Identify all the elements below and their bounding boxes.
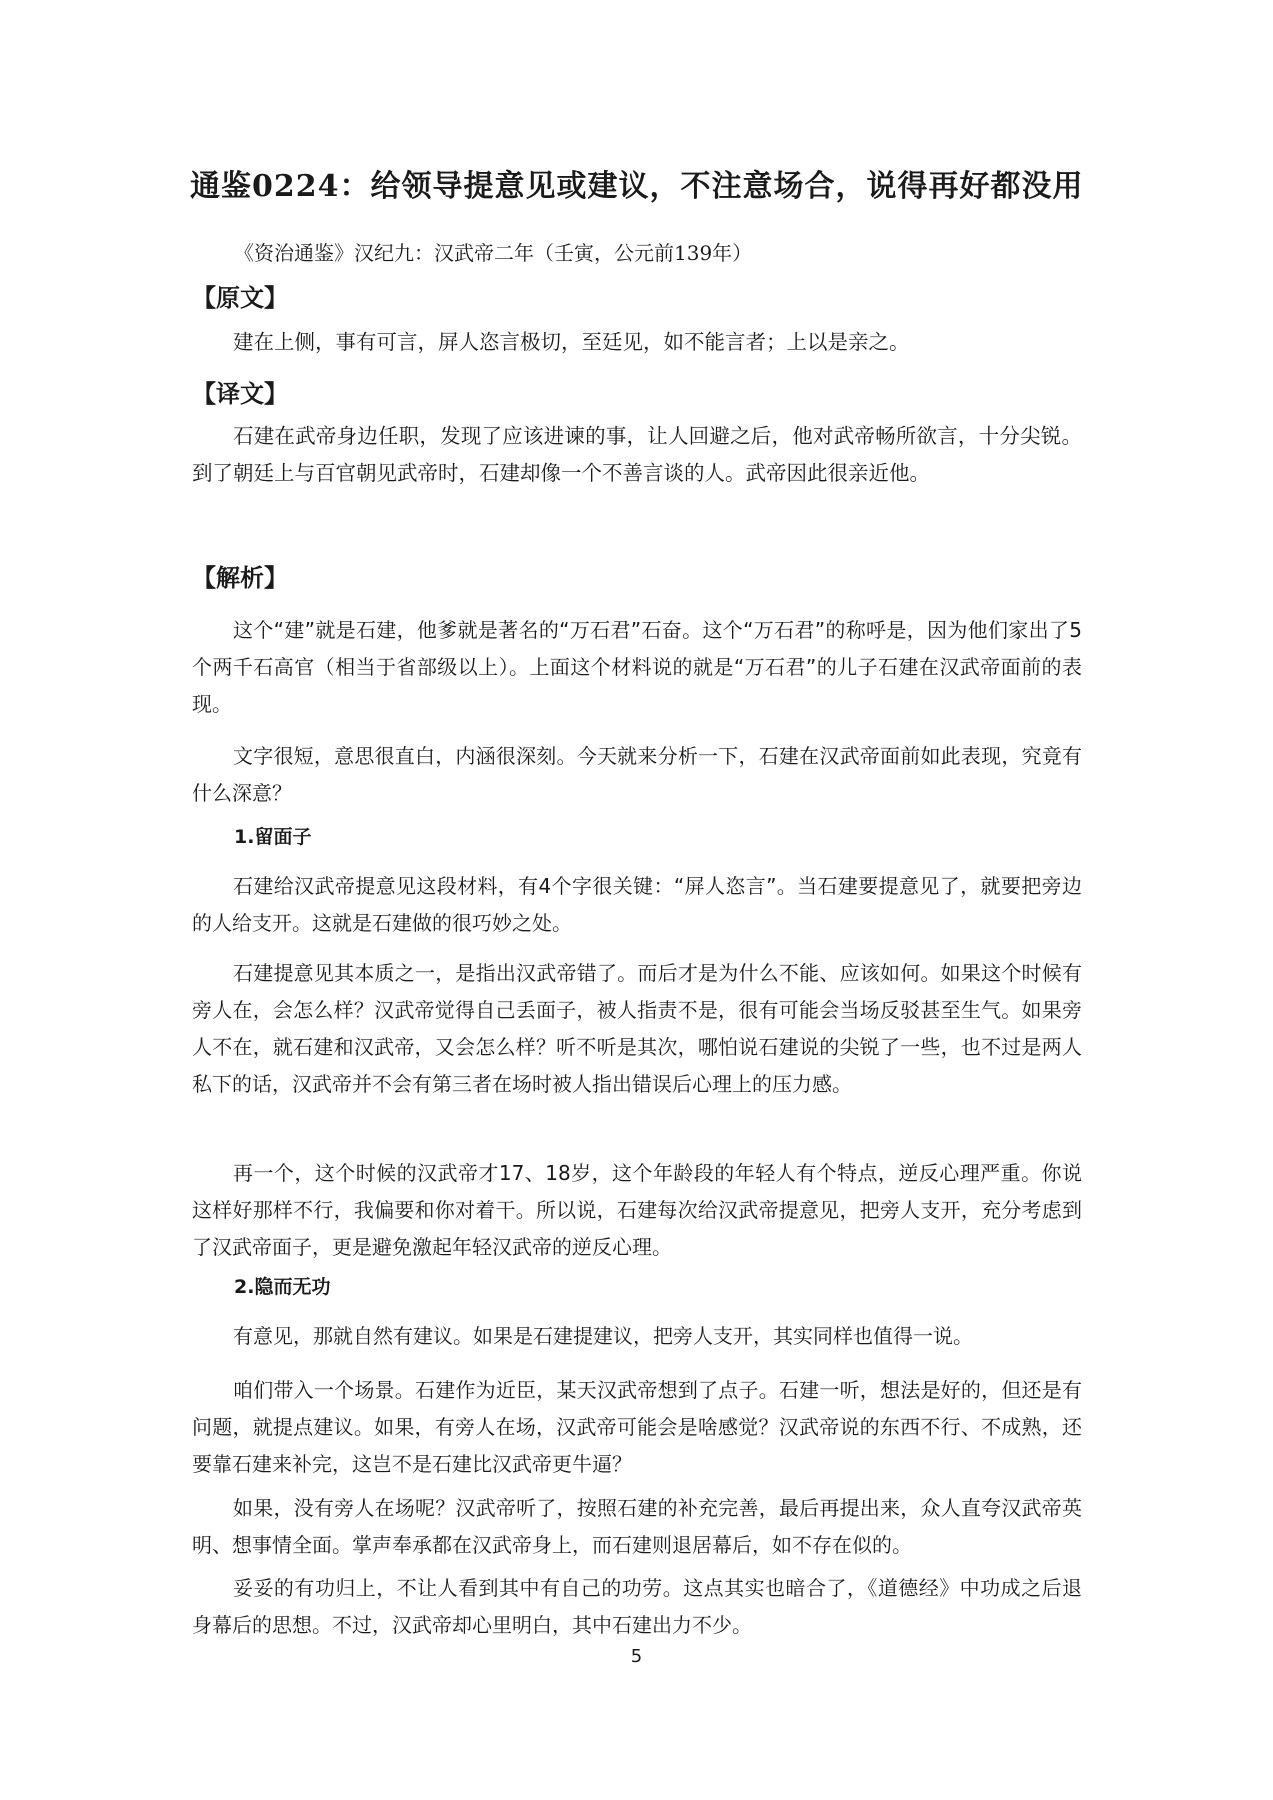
subsection-1-paragraph: 石建给汉武帝提意见这段材料，有4个字很关键：“屏人恣言”。当石建要提意见了，就要把旁边的人给支开。这就是石建做的很巧妙之处。 (192, 874, 1082, 935)
subsection-heading-2: 2.隐而无功 (234, 1276, 331, 1298)
original-heading: 【原文】 (192, 284, 288, 312)
analysis-heading: 【解析】 (192, 564, 288, 592)
translation-text: 石建在武帝身边任职，发现了应该进谏的事，让人回避之后，他对武帝畅所欲言，十分尖锐。到了朝廷上与百官朝见武帝时，石建却像一个不善言谈的人。武帝因此很亲近他。 (192, 424, 1082, 485)
original-text: 建在上侧，事有可言，屏人恣言极切，至廷见，如不能言者；上以是亲之。 (233, 330, 910, 354)
subsection-2-paragraph: 妥妥的有功归上，不让人看到其中有自己的功劳。这点其实也暗合了，《道德经》中功成之后退身幕后的思想。不过，汉武帝却心里明白，其中石建出力不少。 (192, 1576, 1082, 1637)
translation-heading: 【译文】 (192, 380, 288, 408)
analysis-paragraph: 文字很短，意思很直白，内涵很深刻。今天就来分析一下，石建在汉武帝面前如此表现，究竟有什么深意？ (192, 744, 1082, 805)
page-number: 5 (630, 1646, 643, 1667)
subsection-1-paragraph: 再一个，这个时候的汉武帝才17、18岁，这个年龄段的年轻人有个特点，逆反心理严重。你说这样好那样不行，我偏要和你对着干。所以说，石建每次给汉武帝提意见，把旁人支开，充分考虑到了汉武帝面子，更是避免激起年轻汉武帝的逆反心理。 (192, 1161, 1082, 1259)
subsection-1-paragraph: 石建提意见其本质之一，是指出汉武帝错了。而后才是为什么不能、应该如何。如果这个时候有旁人在，会怎么样？汉武帝觉得自己丢面子，被人指责不是，很有可能会当场反驳甚至生气。如果旁人不在，就石建和汉武帝，又会怎么样？听不听是其次，哪怕说石建说的尖锐了一些，也不过是两人私下的话，汉武帝并不会有第三者在场时被人指出错误后心理上的压力感。 (192, 961, 1082, 1096)
subsection-2-paragraph: 有意见，那就自然有建议。如果是石建提建议，把旁人支开，其实同样也值得一说。 (233, 1324, 973, 1348)
source-citation: 《资治通鉴》汉纪九：汉武帝二年（壬寅，公元前139年） (234, 241, 753, 265)
page-title: 通鉴0224：给领导提意见或建议，不注意场合，说得再好都没用 (190, 169, 1084, 204)
subsection-2-paragraph: 咱们带入一个场景。石建作为近臣，某天汉武帝想到了点子。石建一听，想法是好的，但还是有问题，就提点建议。如果，有旁人在场，汉武帝可能会是啥感觉？汉武帝说的东西不行、不成熟，还要靠石建来补完，这岂不是石建比汉武帝更牛逼？ (192, 1378, 1082, 1476)
analysis-paragraph: 这个“建”就是石建，他爹就是著名的“万石君”石奋。这个“万石君”的称呼是，因为他们家出了5个两千石高官（相当于省部级以上）。上面这个材料说的就是“万石君”的儿子石建在汉武帝面前的表现。 (192, 618, 1082, 716)
subsection-heading-1: 1.留面子 (234, 826, 312, 848)
subsection-2-paragraph: 如果，没有旁人在场呢？汉武帝听了，按照石建的补充完善，最后再提出来，众人直夸汉武帝英明、想事情全面。掌声奉承都在汉武帝身上，而石建则退居幕后，如不存在似的。 (192, 1496, 1082, 1557)
